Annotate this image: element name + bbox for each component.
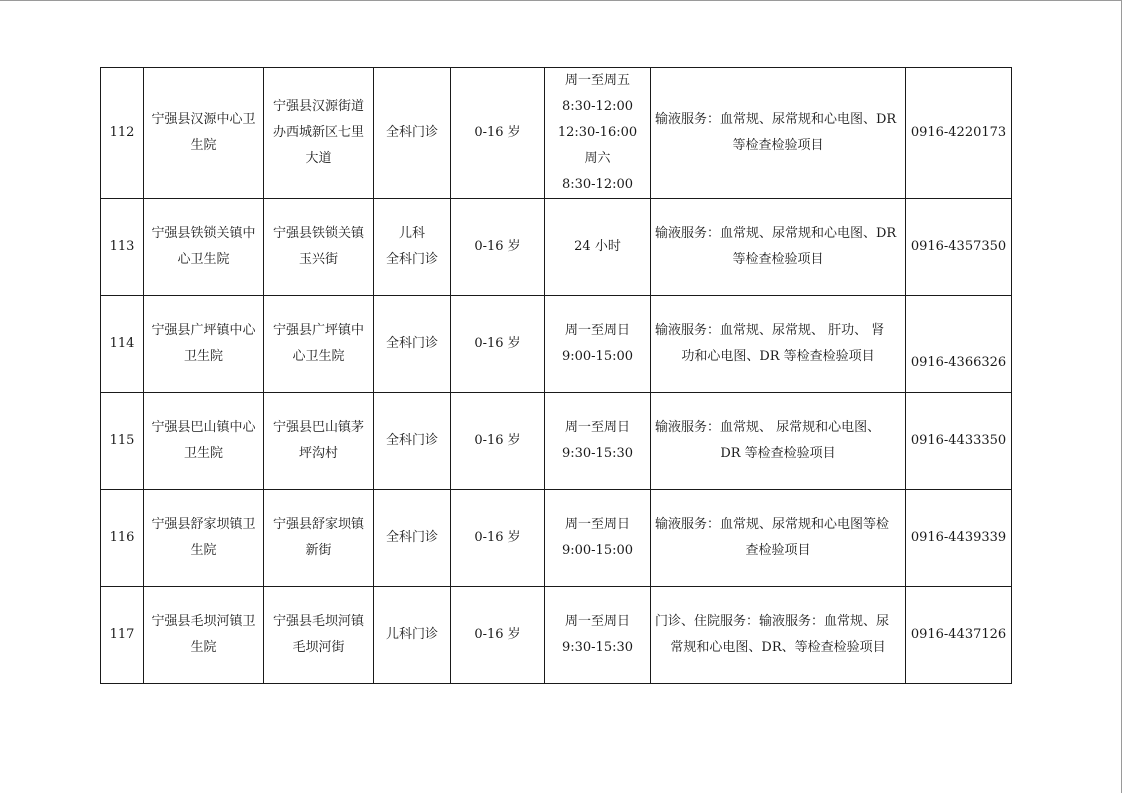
services-line: 输液服务：血常规、尿常规和心电图等检 bbox=[655, 517, 890, 532]
name-line: 宁强县铁锁关镇中 bbox=[151, 226, 256, 241]
address-line: 大道 bbox=[305, 151, 332, 166]
department bbox=[374, 490, 451, 587]
department bbox=[374, 296, 451, 393]
services-line: 输液服务：血常规、尿常规和心电图、DR bbox=[655, 226, 897, 241]
address-line: 新街 bbox=[305, 543, 332, 558]
hours-line: 周一至周日 bbox=[564, 323, 630, 338]
services bbox=[651, 296, 906, 393]
hours-line: 周一至周日 bbox=[564, 517, 630, 532]
services-line: 查检验项目 bbox=[745, 543, 811, 558]
services-line: 输液服务：血常规、尿常规、 肝功、 肾 bbox=[655, 323, 885, 338]
address-line: 宁强县铁锁关镇 bbox=[272, 226, 364, 241]
service-hours bbox=[545, 68, 651, 199]
services bbox=[651, 199, 906, 296]
age-range: 0-16 岁 bbox=[451, 490, 545, 587]
hospital-address bbox=[264, 587, 374, 684]
services-line: 等检查检验项目 bbox=[732, 252, 824, 267]
hospital-name bbox=[144, 393, 264, 490]
hours-line: 9:00-15:00 bbox=[561, 543, 634, 558]
hospital-name bbox=[144, 296, 264, 393]
name-line: 宁强县巴山镇中心 bbox=[151, 420, 256, 435]
services-line: DR 等检查检验项目 bbox=[720, 446, 836, 461]
name-line: 宁强县毛坝河镇卫 bbox=[151, 614, 256, 629]
department bbox=[374, 68, 451, 199]
services-line: 门诊、住院服务：输液服务：血常规、尿 bbox=[655, 614, 890, 629]
dept-line: 全科门诊 bbox=[385, 125, 438, 140]
dept-line: 全科门诊 bbox=[385, 336, 438, 351]
services bbox=[651, 68, 906, 199]
address-line: 坪沟村 bbox=[298, 446, 338, 461]
hospital-address bbox=[264, 490, 374, 587]
table-row bbox=[101, 68, 1012, 199]
department bbox=[374, 393, 451, 490]
hours-line: 12:30-16:00 bbox=[557, 125, 638, 140]
department bbox=[374, 199, 451, 296]
services-line: 输液服务：血常规、 尿常规和心电图、 bbox=[655, 420, 881, 435]
name-line: 生院 bbox=[190, 543, 217, 558]
dept-line: 全科门诊 bbox=[385, 252, 438, 267]
hospital-name bbox=[144, 199, 264, 296]
name-line: 宁强县广坪镇中心 bbox=[151, 323, 256, 338]
services-line: 功和心电图、DR 等检查检验项目 bbox=[681, 349, 875, 364]
address-line: 宁强县广坪镇中 bbox=[272, 323, 364, 338]
address-line: 办西城新区七里 bbox=[272, 125, 364, 140]
department bbox=[374, 587, 451, 684]
hours-line: 周一至周日 bbox=[564, 614, 630, 629]
age-range: 0-16 岁 bbox=[451, 199, 545, 296]
age-range: 0-16 岁 bbox=[451, 296, 545, 393]
table-row bbox=[101, 587, 1012, 684]
services bbox=[651, 393, 906, 490]
phone-number: 0916-4220173 bbox=[906, 68, 1012, 199]
dept-line: 儿科 bbox=[398, 226, 425, 241]
table-body bbox=[101, 68, 1012, 684]
service-hours bbox=[545, 587, 651, 684]
table-row bbox=[101, 296, 1012, 393]
address-line: 宁强县汉源街道 bbox=[272, 99, 364, 114]
hospital-address bbox=[264, 199, 374, 296]
age-range: 0-16 岁 bbox=[451, 587, 545, 684]
name-line: 宁强县汉源中心卫 bbox=[151, 112, 256, 127]
hospital-address bbox=[264, 68, 374, 199]
service-hours bbox=[545, 199, 651, 296]
dept-line: 全科门诊 bbox=[385, 530, 438, 545]
name-line: 心卫生院 bbox=[177, 252, 230, 267]
service-hours bbox=[545, 490, 651, 587]
services bbox=[651, 587, 906, 684]
row-number: 117 bbox=[101, 587, 144, 684]
phone-number: 0916-4437126 bbox=[906, 587, 1012, 684]
dept-line: 全科门诊 bbox=[385, 433, 438, 448]
phone-number: 0916-4357350 bbox=[906, 199, 1012, 296]
phone-number: 0916-4366326 bbox=[906, 296, 1012, 393]
name-line: 宁强县舒家坝镇卫 bbox=[151, 517, 256, 532]
hours-line: 9:00-15:00 bbox=[561, 349, 634, 364]
table-row bbox=[101, 199, 1012, 296]
address-line: 毛坝河街 bbox=[292, 640, 345, 655]
address-line: 宁强县毛坝河镇 bbox=[272, 614, 364, 629]
name-line: 卫生院 bbox=[183, 349, 223, 364]
hospital-name bbox=[144, 490, 264, 587]
name-line: 生院 bbox=[190, 138, 217, 153]
hospital-address bbox=[264, 296, 374, 393]
phone-number: 0916-4433350 bbox=[906, 393, 1012, 490]
hospital-name bbox=[144, 587, 264, 684]
services-line: 输液服务：血常规、尿常规和心电图、DR bbox=[655, 112, 897, 127]
service-hours bbox=[545, 393, 651, 490]
address-line: 心卫生院 bbox=[292, 349, 345, 364]
hospital-name bbox=[144, 68, 264, 199]
row-number: 114 bbox=[101, 296, 144, 393]
row-number: 116 bbox=[101, 490, 144, 587]
hours-line: 8:30-12:00 bbox=[561, 177, 634, 192]
name-line: 生院 bbox=[190, 640, 217, 655]
hours-line: 24 小时 bbox=[574, 239, 621, 254]
page-edge-top bbox=[0, 0, 1122, 1]
age-range: 0-16 岁 bbox=[451, 68, 545, 199]
address-line: 玉兴街 bbox=[298, 252, 338, 267]
hours-line: 周六 bbox=[584, 151, 611, 166]
address-line: 宁强县巴山镇茅 bbox=[272, 420, 364, 435]
row-number: 115 bbox=[101, 393, 144, 490]
table-row bbox=[101, 393, 1012, 490]
services bbox=[651, 490, 906, 587]
row-number: 112 bbox=[101, 68, 144, 199]
services-line: 等检查检验项目 bbox=[732, 138, 824, 153]
hours-line: 9:30-15:30 bbox=[561, 446, 634, 461]
dept-line: 儿科门诊 bbox=[385, 627, 438, 642]
services-line: 常规和心电图、DR、等检查检验项目 bbox=[670, 640, 886, 655]
age-range: 0-16 岁 bbox=[451, 393, 545, 490]
hospital-address bbox=[264, 393, 374, 490]
hours-line: 周一至周日 bbox=[564, 420, 630, 435]
name-line: 卫生院 bbox=[183, 446, 223, 461]
table-row bbox=[101, 490, 1012, 587]
phone-number: 0916-4439339 bbox=[906, 490, 1012, 587]
hours-line: 9:30-15:30 bbox=[561, 640, 634, 655]
hospital-table bbox=[100, 67, 1012, 684]
hours-line: 8:30-12:00 bbox=[561, 99, 634, 114]
service-hours bbox=[545, 296, 651, 393]
address-line: 宁强县舒家坝镇 bbox=[272, 517, 364, 532]
row-number: 113 bbox=[101, 199, 144, 296]
hours-line: 周一至周五 bbox=[564, 73, 630, 88]
